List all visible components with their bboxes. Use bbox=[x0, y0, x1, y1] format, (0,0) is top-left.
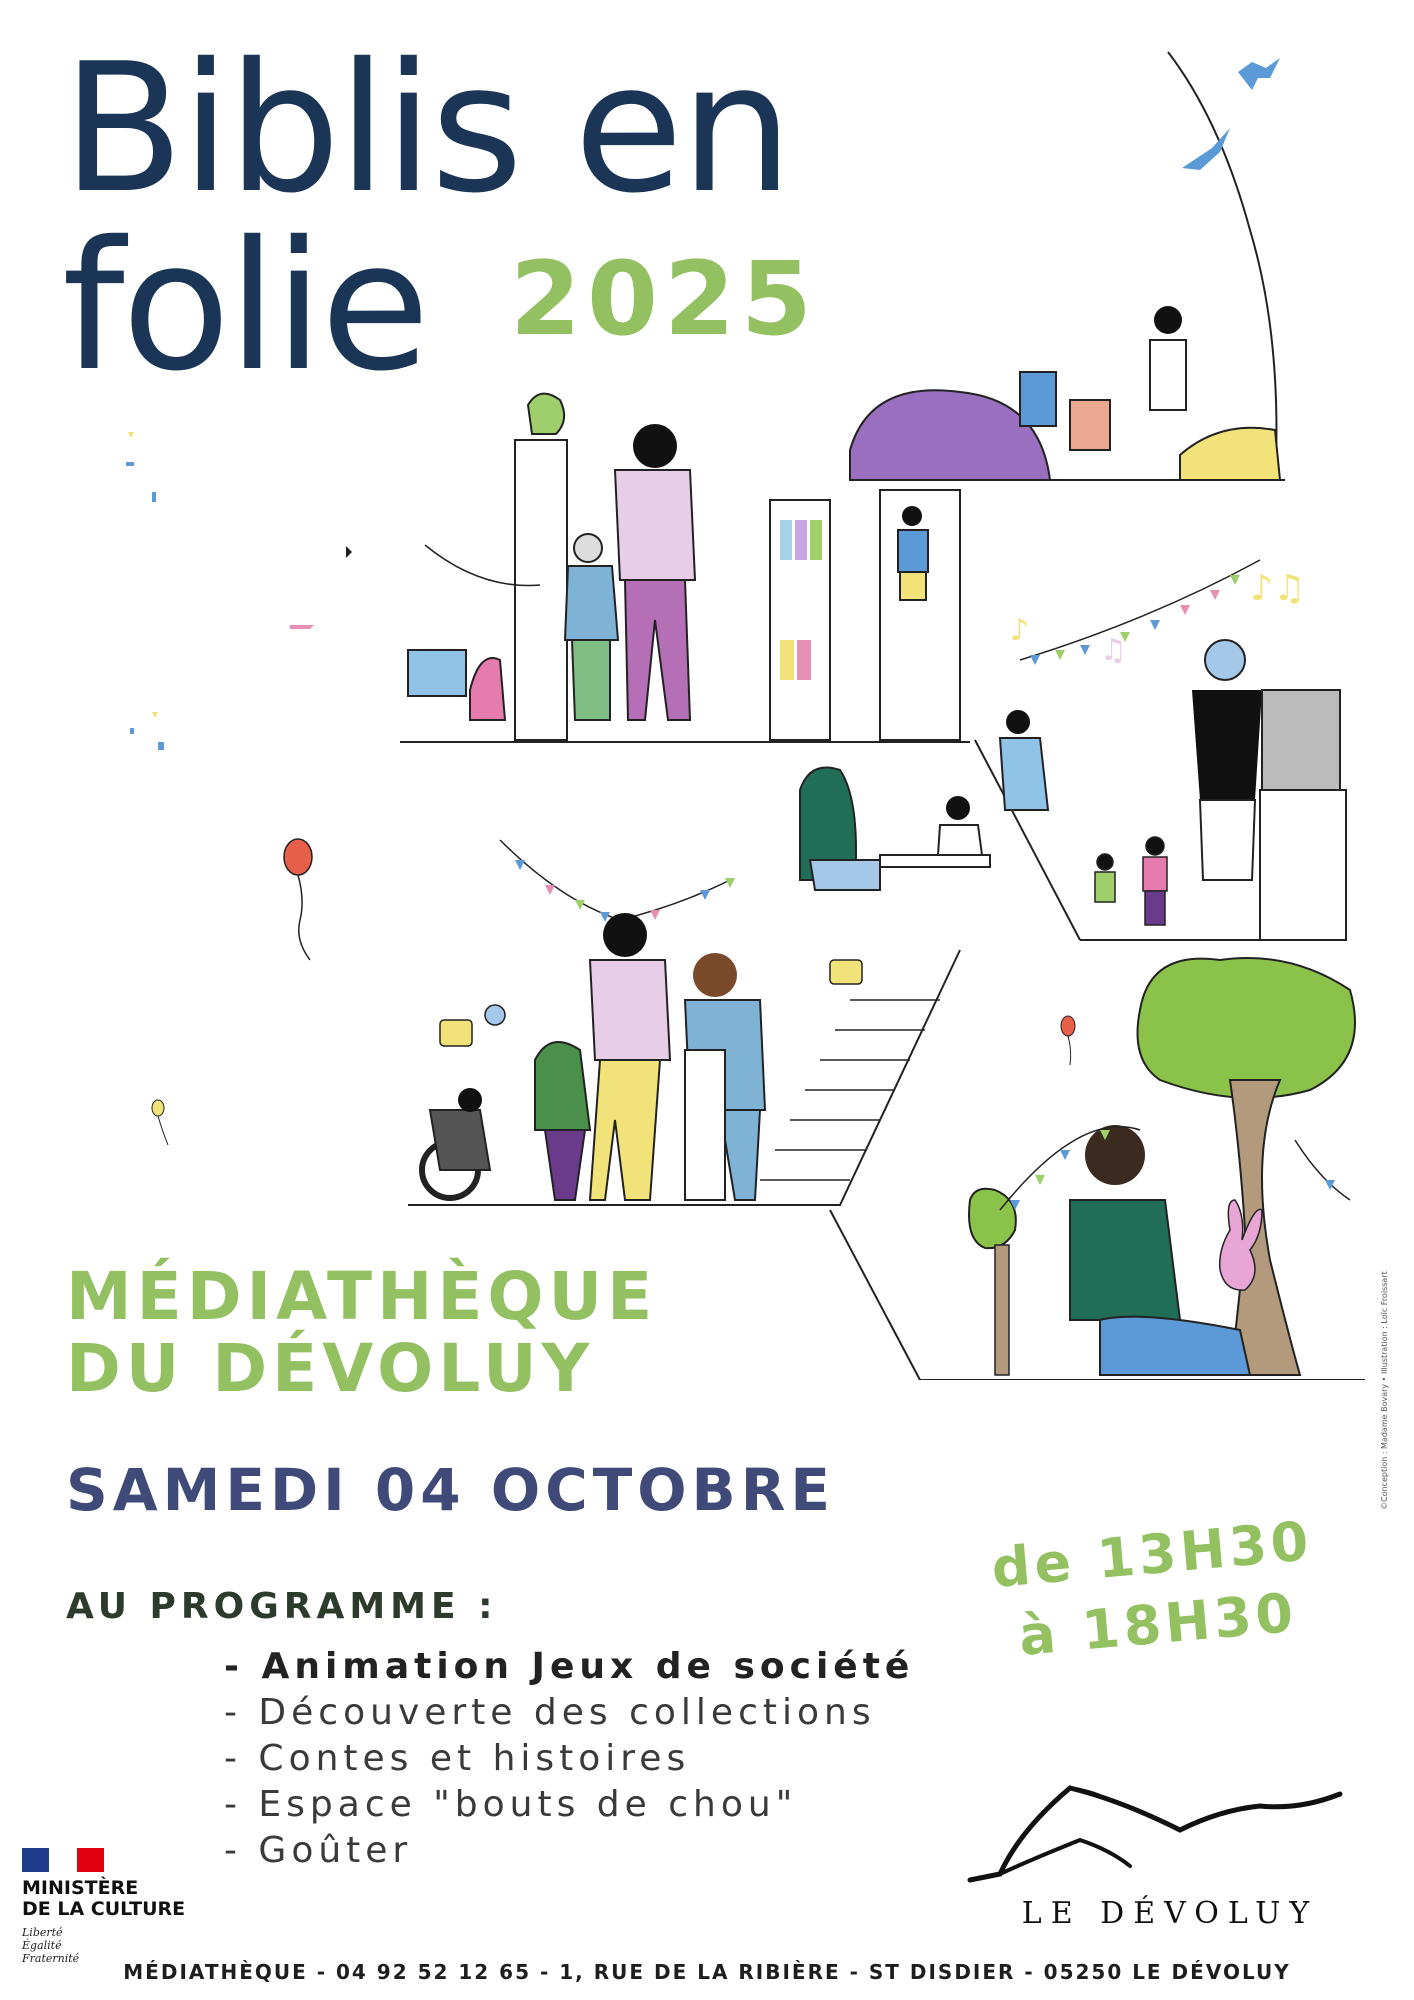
time-end: à 18H30 bbox=[1016, 1580, 1300, 1668]
title-line-1: Biblis en bbox=[62, 25, 791, 232]
programme-item: - Contes et histoires bbox=[224, 1738, 691, 1779]
ministere-line-1: MINISTÈRE bbox=[22, 1877, 139, 1899]
programme-item: - Découverte des collections bbox=[224, 1692, 876, 1733]
svg-text:♪: ♪ bbox=[1010, 613, 1030, 648]
motto-fraternite: Fraternité bbox=[22, 1952, 80, 1965]
title-year: 2025 bbox=[510, 240, 818, 359]
ministere-line-2: DE LA CULTURE bbox=[22, 1898, 186, 1920]
ministere-culture-logo bbox=[22, 1848, 222, 1965]
time-start: de 13H30 bbox=[988, 1509, 1315, 1601]
republic-flag-icon bbox=[22, 1848, 104, 1872]
event-time bbox=[985, 1506, 1326, 1674]
svg-text:♫: ♫ bbox=[1100, 633, 1127, 668]
programme-item: - Animation Jeux de société bbox=[224, 1646, 915, 1687]
design-credit: ©Conception : Madame Bovary • Illustration : Loïc Froissart bbox=[1380, 1271, 1389, 1510]
mountain-logo-icon bbox=[960, 1770, 1380, 1890]
event-date: SAMEDI 04 OCTOBRE bbox=[66, 1456, 836, 1524]
programme-item: - Espace "bouts de chou" bbox=[224, 1784, 798, 1825]
programme-list bbox=[224, 1644, 914, 1874]
svg-text:♪♫: ♪♫ bbox=[1250, 568, 1306, 609]
venue-line-2: DU DÉVOLUY bbox=[66, 1330, 595, 1407]
programme-item: - Goûter bbox=[224, 1830, 413, 1871]
footer-contact: MÉDIATHÈQUE - 04 92 52 12 65 - 1, RUE DE LA RIBIÈRE - ST DISDIER - 05250 LE DÉVOLUY bbox=[123, 1960, 1291, 1984]
venue-line-1: MÉDIATHÈQUE bbox=[66, 1258, 658, 1335]
motto-liberte: Liberté bbox=[22, 1926, 63, 1939]
motto-egalite: Égalité bbox=[22, 1939, 62, 1952]
title-line-2: folie bbox=[62, 203, 427, 410]
devoluy-logo-text: LE DÉVOLUY bbox=[1021, 1896, 1319, 1931]
programme-heading: AU PROGRAMME : bbox=[66, 1586, 498, 1627]
library-illustration-icon bbox=[120, 40, 1410, 1380]
